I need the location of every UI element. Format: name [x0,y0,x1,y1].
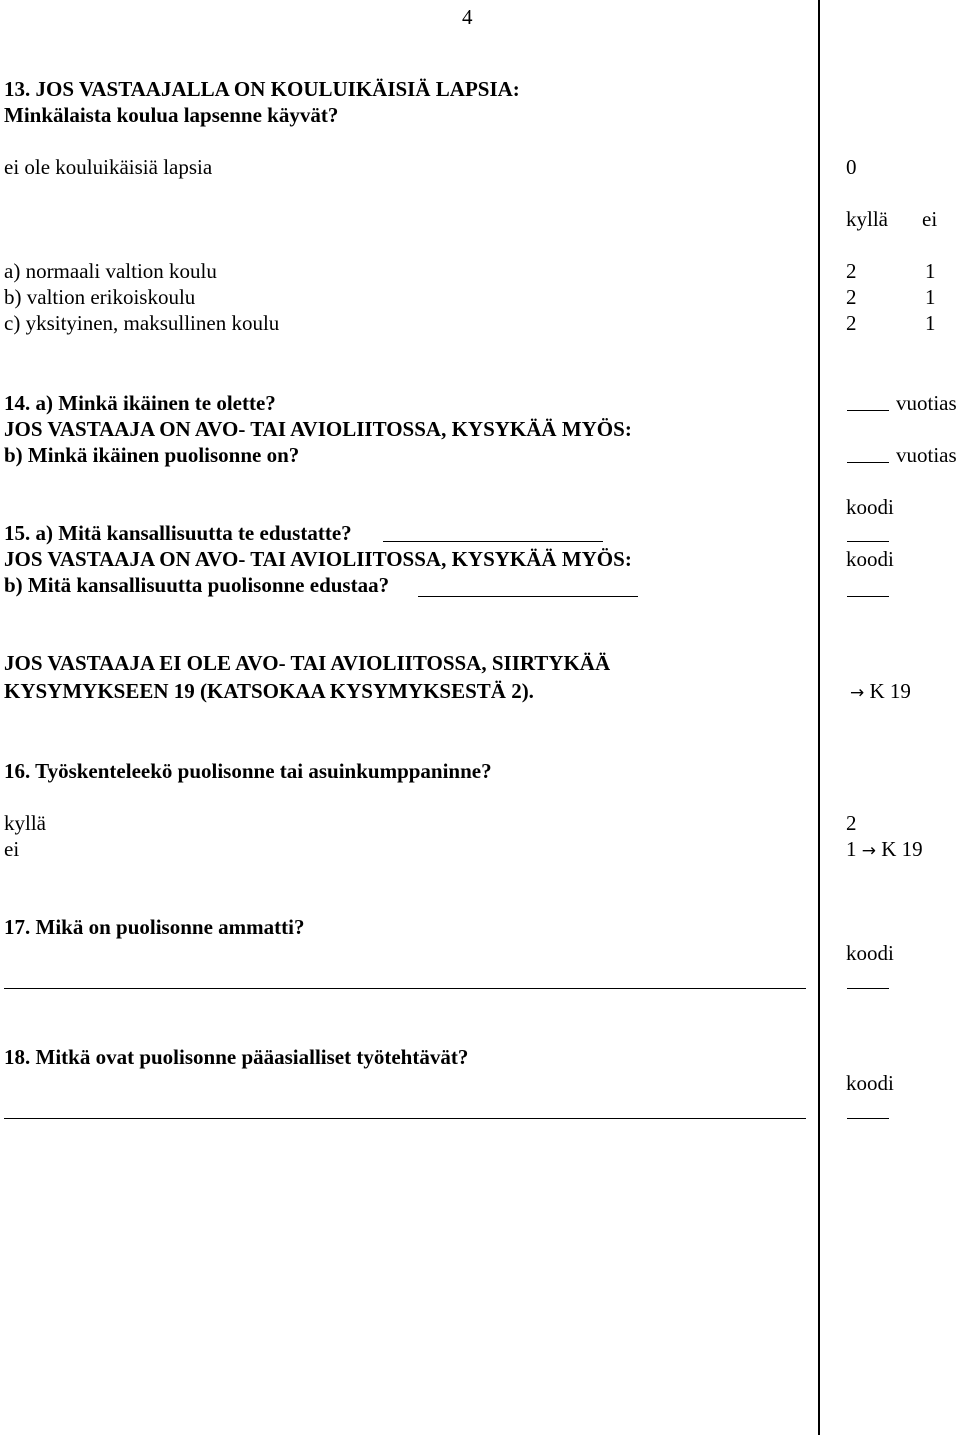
q15-a-answer-line[interactable] [383,541,603,542]
q15-a-code-label: koodi [846,495,894,519]
q16-skip-target: K 19 [881,837,923,861]
q13-row-label: b) valtion erikoiskoulu [4,285,196,309]
q13-row-yes-code: 2 [846,311,857,335]
q16-question: 16. Työskenteleekö puolisonne tai asuinkumppaninne? [4,759,492,783]
q15-b-code-line[interactable] [847,596,889,597]
q14-instruction: JOS VASTAAJA ON AVO- TAI AVIOLIITOSSA, KYSYKÄÄ MYÖS: [4,417,632,441]
q14-b-answer-line[interactable] [847,462,889,463]
q18-question: 18. Mitkä ovat puolisonne pääasialliset työtehtävät? [4,1045,469,1069]
q14-a: 14. a) Minkä ikäinen te olette? [4,391,276,415]
q13-col-yes: kyllä [846,207,888,231]
q13-row-yes-code: 2 [846,259,857,283]
q14-a-unit: vuotias [896,391,957,415]
q16-option-code-skip [846,836,923,864]
q18-code-label: koodi [846,1071,894,1095]
page-number: 4 [462,5,473,29]
q13-question: Minkälaista koulua lapsenne käyvät? [4,103,339,127]
q14-b: b) Minkä ikäinen puolisonne on? [4,443,300,467]
q15-a: 15. a) Mitä kansallisuutta te edustatte? [4,521,352,545]
q13-title: 13. JOS VASTAAJALLA ON KOULUIKÄISIÄ LAPSIA: [4,77,520,101]
q15-b: b) Mitä kansallisuutta puolisonne edustaa? [4,573,390,597]
q17-answer-line[interactable] [4,988,806,989]
q16-option-label: kyllä [4,811,46,835]
q16-option-code: 2 [846,811,857,835]
q15-b-code-label: koodi [846,547,894,571]
right-column-divider [818,0,820,1435]
q13-row-label: a) normaali valtion koulu [4,259,217,283]
q13-none-label: ei ole kouluikäisiä lapsia [4,155,213,179]
q17-code-label: koodi [846,941,894,965]
q17-question: 17. Mikä on puolisonne ammatti? [4,915,305,939]
q16-option-code: 1 [846,837,857,861]
arrow-right-icon: → [850,683,865,703]
q13-col-no: ei [922,207,938,231]
q14-b-unit: vuotias [896,443,957,467]
q15-b-answer-line[interactable] [418,596,638,597]
skip-instruction-line2: KYSYMYKSEEN 19 (KATSOKAA KYSYMYKSESTÄ 2). [4,679,534,703]
q13-row-no-code: 1 [925,259,936,283]
q15-instruction: JOS VASTAAJA ON AVO- TAI AVIOLIITOSSA, KYSYKÄÄ MYÖS: [4,547,632,571]
q15-a-code-line[interactable] [847,541,889,542]
q13-none-code: 0 [846,155,857,179]
q13-row-yes-code: 2 [846,285,857,309]
arrow-right-icon: → [861,841,876,861]
q13-row-no-code: 1 [925,285,936,309]
q13-row-label: c) yksityinen, maksullinen koulu [4,311,280,335]
q18-code-line[interactable] [847,1118,889,1119]
skip-target-label: K 19 [869,679,911,703]
q13-row-no-code: 1 [925,311,936,335]
skip-instruction-line1: JOS VASTAAJA EI OLE AVO- TAI AVIOLIITOSSA, SIIRTYKÄÄ [4,651,611,675]
q18-answer-line[interactable] [4,1118,806,1119]
skip-target [850,678,911,706]
q16-option-label: ei [4,837,20,861]
q17-code-line[interactable] [847,988,889,989]
q14-a-answer-line[interactable] [847,410,889,411]
